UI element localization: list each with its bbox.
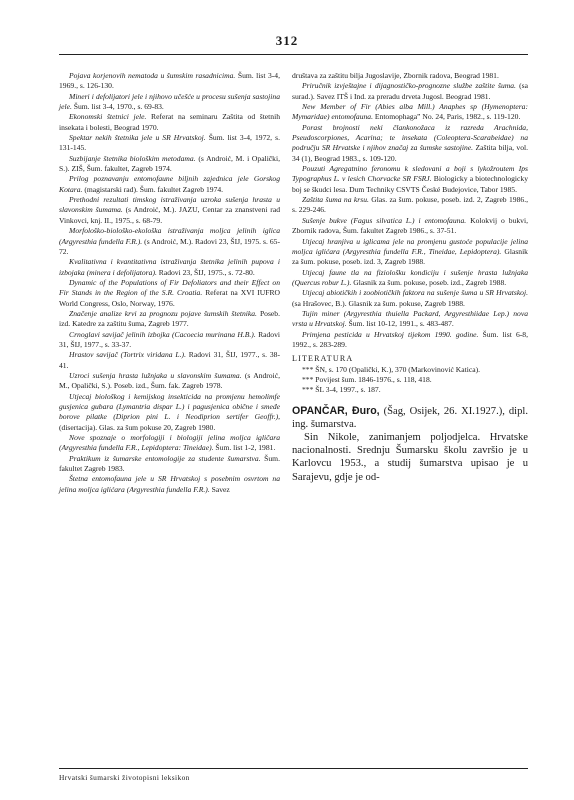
entry-title: Prethodni rezultati timskog istraživanja uzroka sušenja hrasta u slavonskim šumama. bbox=[59, 195, 280, 215]
entry-details: Entomophaga” No. 24, Paris, 1982., s. 119-120. bbox=[372, 112, 521, 122]
bibliography-entry bbox=[59, 433, 280, 454]
bibliography-entry bbox=[292, 123, 528, 164]
entry-details: Poseb. izd. Katedre za zaštitu šuma, Zagreb 1977. bbox=[59, 308, 280, 329]
entry-details: Referat na seminaru Zaštita od štetnih insekata i bolesti, Beograd 1970. bbox=[59, 112, 280, 132]
literatura-line: *** Povijest šum. 1846-1976., s. 118, 418. bbox=[302, 374, 432, 384]
entry-details: Glas. za šum. pokuse, poseb. izd. 2, Zagreb 1986., s. 229-246. bbox=[292, 195, 528, 215]
literatura-heading: LITERATURA bbox=[292, 354, 354, 364]
bibliography-entry bbox=[59, 392, 280, 433]
entry-details: (s Androić, M., Opalički, S.). Poseb. izd., Šum. fak. Zagreb 1978. bbox=[59, 370, 280, 391]
biography-text: Sin Nikole, zanimanjem poljodjelca. Hrvatske nacionalnosti. Srednju Šumarsku školu završio je u Karlovcu 1953., a studij šumarstva upisao je u Sarajevu, gdje je od- bbox=[292, 432, 528, 483]
entry-title: Tujin miner (Argyresthia thuiella Packard, Argyresthiidae Lep.) nova vrsta u Hrvatskoj. bbox=[292, 308, 528, 329]
entry-title: Značenje analize krvi za prognozu pojave šumskih štetnika. bbox=[69, 308, 257, 318]
bibliography-entry bbox=[59, 154, 280, 175]
bibliography-entry bbox=[292, 81, 528, 102]
entry-details: (s Androić, M.). JAZU, Centar za znanstveni rad Vinkovci, knj. II., 1975., s. 68-79. bbox=[59, 205, 280, 225]
bibliography-entry bbox=[59, 371, 280, 392]
bibliography-entry bbox=[59, 454, 280, 475]
entry-details: Savez bbox=[209, 484, 230, 494]
entry-details: (sa Hrašovec, B.). Glasnik za šum. pokuse, Zagreb 1988. bbox=[292, 298, 465, 308]
entry-title: Pojava korjenovih nematoda u šumskim rasadnicima. bbox=[69, 71, 236, 80]
entry-title: Utjecaj biološkog i kemijskog insekticida na promjenu hemolimfe gusjenica gubara (Lymantria dispar L.) i pagusjenica obične i smeđe borove pilatke (Diprion pini L. i Neodiprion sertifer Geoffr.), bbox=[59, 391, 280, 422]
entry-details: Šum. list 3-4, 1970., s. 69-83. bbox=[71, 102, 164, 112]
right-column bbox=[292, 71, 528, 484]
entry-details: Radovi 31, ŠIJ, 1977., s. 33-37. bbox=[59, 329, 281, 349]
bibliography-entry bbox=[59, 330, 280, 351]
footer-text: Hrvatski šumarski životopisni leksikon bbox=[59, 773, 190, 782]
entry-title: Uzroci sušenja hrasta lužnjaka u slavonskim šumama. bbox=[69, 370, 242, 380]
header-rule bbox=[59, 54, 528, 55]
bibliography-entry bbox=[59, 133, 280, 154]
entry-title: Utjecaj hranjiva u iglicama jele na promjenu gustoće populacije jelina moljca iglićara (Argyresthia fundella F.R., Tineidae, Lepidoptera). bbox=[292, 236, 528, 256]
bibliography-entry bbox=[59, 350, 280, 371]
entry-details: Glasnik za šum. pokuse, poseb. izd., Zagreb 1988. bbox=[351, 277, 507, 287]
entry-details: Kolokvij o bukvi, Zbornik radova, Šum. fakultet Zagreb 1986., s. 37-51. bbox=[292, 215, 528, 236]
entry-title: Nove spoznaje o morfologiji i biologiji jelina moljca igličara (Argyresthia fundella F.R., Lepidoptera: Tineidae). bbox=[59, 433, 280, 453]
entry-details: (magistarski rad). Šum. fakultet Zagreb 1974. bbox=[82, 184, 224, 194]
entry-details: društava za zaštitu bilja Jugoslavije, Zbornik radova, Beograd 1981. bbox=[292, 71, 499, 80]
bibliography-entry bbox=[292, 164, 528, 195]
entry-details: Šum. list 10-12, 1991., s. 483-487. bbox=[346, 319, 454, 329]
entry-title: Sušenje bukve (Fagus silvatica L.) i entomofauna. bbox=[302, 215, 467, 225]
bibliography-entry bbox=[292, 268, 528, 289]
entry-title: Crnoglavi savijač jelinih izbojka (Cacoecia murinana H.B.). bbox=[69, 329, 256, 339]
bibliography-entry bbox=[292, 102, 528, 123]
bibliography-entry bbox=[59, 257, 280, 278]
entry-title: Primjena pesticida u Hrvatskoj tijekom 1990. godine. bbox=[302, 329, 479, 339]
entry-title: Štetna entomofauna jele u SR Hrvatskoj s posebnim osvrtom na jelina moljca iglićara (Argyresthia fundella F.R.). bbox=[59, 474, 280, 494]
entry-details: Radovi 23, ŠIJ, 1975., s. 72-80. bbox=[156, 267, 255, 277]
entry-details: (s Androić, M. i Opalički, S.). ZIŠ, Šum. fakultet, Zagreb 1974. bbox=[59, 153, 280, 174]
entry-details: Šum. list 1-2, 1981. bbox=[213, 443, 276, 453]
entry-title: Porast brojnosti neki člankonožaca iz razreda Arachnida, Pseudoscorpiones, Acarina; te insekata (Coleoptera-Scarabeidae) na području SR Hrvatske i njihov značaj za šumske sastojine. bbox=[292, 122, 528, 153]
biography-header bbox=[292, 405, 528, 431]
entry-title: Ekonomski štetnici jele. bbox=[69, 112, 147, 122]
entry-details: Šum. list 6-8, 1992., s. 283-289. bbox=[292, 329, 528, 349]
entry-details: (s Androić, M.). Radovi 23, ŠIJ, 1975. s. 65-72. bbox=[59, 236, 280, 256]
biography-name: OPANČAR, Đuro, bbox=[292, 404, 380, 417]
entry-title: New Member of Fir (Abies alba Mill.) Anaphes sp (Hymenoptera: Mymaridae) entomofauna. bbox=[292, 102, 528, 122]
entry-details: Šum. list 3-4, 1972, s. 131-145. bbox=[59, 133, 280, 153]
entry-title: Zaštita šuma na krsu. bbox=[302, 195, 369, 205]
entry-title: Utjecaj abiotičkih i zoobiotičkih faktora na sušenje šuma u SR Hrvatskoj. bbox=[302, 288, 528, 298]
entry-title: Pouzuti Agregatnino feronomu k sledovani a boji s lykožroutem Ips Typographus L. v lesich Chorvacke SR FSRJ. bbox=[292, 164, 528, 184]
entry-details: Referat na XVI IUFRO World Congress, Oslo, Norway, 1976. bbox=[59, 288, 281, 308]
bibliography-entry bbox=[59, 174, 280, 195]
bibliography-entry bbox=[292, 237, 528, 268]
entry-details: (sa surad.). Savez ITŠ i Ind. za preradu drveta Jugosl. Beograd 1981. bbox=[292, 81, 528, 101]
literatura-line: *** ŠN, s. 170 (Opalički, K.), 370 (Markovinović Katica). bbox=[302, 364, 480, 374]
bibliography-entry bbox=[292, 288, 528, 309]
entry-title: Spektar nekih štetnika jele u SR Hrvatskoj. bbox=[69, 133, 206, 143]
entry-title: Utjecaj faune tla na fiziološku kondiciju i sušenje hrasta lužnjaka (Quercus robur L.). bbox=[292, 267, 528, 287]
entry-title: Praktikum iz šumarske entomologije za studente šumarstva. bbox=[69, 453, 261, 463]
bibliography-entry bbox=[59, 92, 280, 113]
bibliography-entry bbox=[292, 309, 528, 330]
entry-title: Morfološko-biološko-ekološka istraživanja moljca jelinih iglica (Argyresthia fundella F.R.). bbox=[59, 226, 280, 246]
bibliography-entry bbox=[59, 226, 280, 257]
bibliography-entry bbox=[59, 195, 280, 226]
entry-title: Kvalitativna i kvantitativna istraživanja štetnika jelinih pupova i izbojaka (minera i defolijatora). bbox=[59, 257, 280, 277]
entry-title: Dynamic of the Populations of Fir Defoliators and their Effect on Fir Stands in the Region of the S.R. Croatia. bbox=[59, 277, 280, 298]
entry-details: (disertacija). Glas. za šum pokuse 20, Zagreb 1980. bbox=[59, 422, 216, 432]
bibliography-entry bbox=[59, 474, 280, 495]
bibliography-entry bbox=[59, 278, 280, 309]
entry-title: Suzbijanje štetnika biološkim metodama. bbox=[69, 153, 196, 163]
bibliography-entry bbox=[292, 330, 528, 351]
entry-details: Biologicky a biotechnologicky boj se škudci lesa. Dum Techniky CSVTS České Budejovice, Tabor 1985. bbox=[292, 174, 528, 194]
bibliography-entry bbox=[59, 71, 280, 92]
bibliography-entry bbox=[59, 112, 280, 133]
entry-details: Glasnik za šum. pokuse, poseb. izd. 3, Zagreb 1988. bbox=[292, 246, 528, 267]
bibliography-entry bbox=[59, 309, 280, 330]
entry-title: Priručnik izvještajne i dijagnostičko-prognozne službe zaštite šuma. bbox=[302, 81, 516, 91]
right-column-entries bbox=[292, 71, 528, 350]
entry-title: Hrastov savijač (Tortrix viridana L.). bbox=[69, 350, 186, 360]
entry-details: Zaštita bilja, vol. 34 (1), Beograd 1983., s. 109-120. bbox=[292, 143, 528, 163]
biography-header-rest: (Šag, Osijek, 26. XI.1927.), dipl. ing. šumarstva. bbox=[292, 405, 528, 430]
entry-title: Prilog poznavanju entomofaune biljnih zajednica jele Gorskog Kotara. bbox=[59, 174, 280, 194]
bibliography-entry bbox=[292, 195, 528, 216]
entry-details: Šum. list 3-4, 1969., s. 126-130. bbox=[59, 71, 280, 91]
left-column bbox=[59, 71, 280, 495]
bibliography-entry bbox=[292, 71, 528, 81]
entry-title: Mineri i defolijatori jele i njihovo učešće u procesu sušenja sastojina jele. bbox=[59, 91, 280, 112]
footer-rule bbox=[59, 768, 528, 769]
entry-details: Šum. fakultet Zagreb 1983. bbox=[59, 453, 280, 474]
entry-details: Radovi 31, ŠIJ, 1977., s. 38-41. bbox=[59, 350, 280, 370]
page-number: 312 bbox=[275, 33, 299, 48]
literatura-line: *** ŠL 3-4, 1997., s. 187. bbox=[302, 385, 381, 395]
bibliography-entry bbox=[292, 216, 528, 237]
